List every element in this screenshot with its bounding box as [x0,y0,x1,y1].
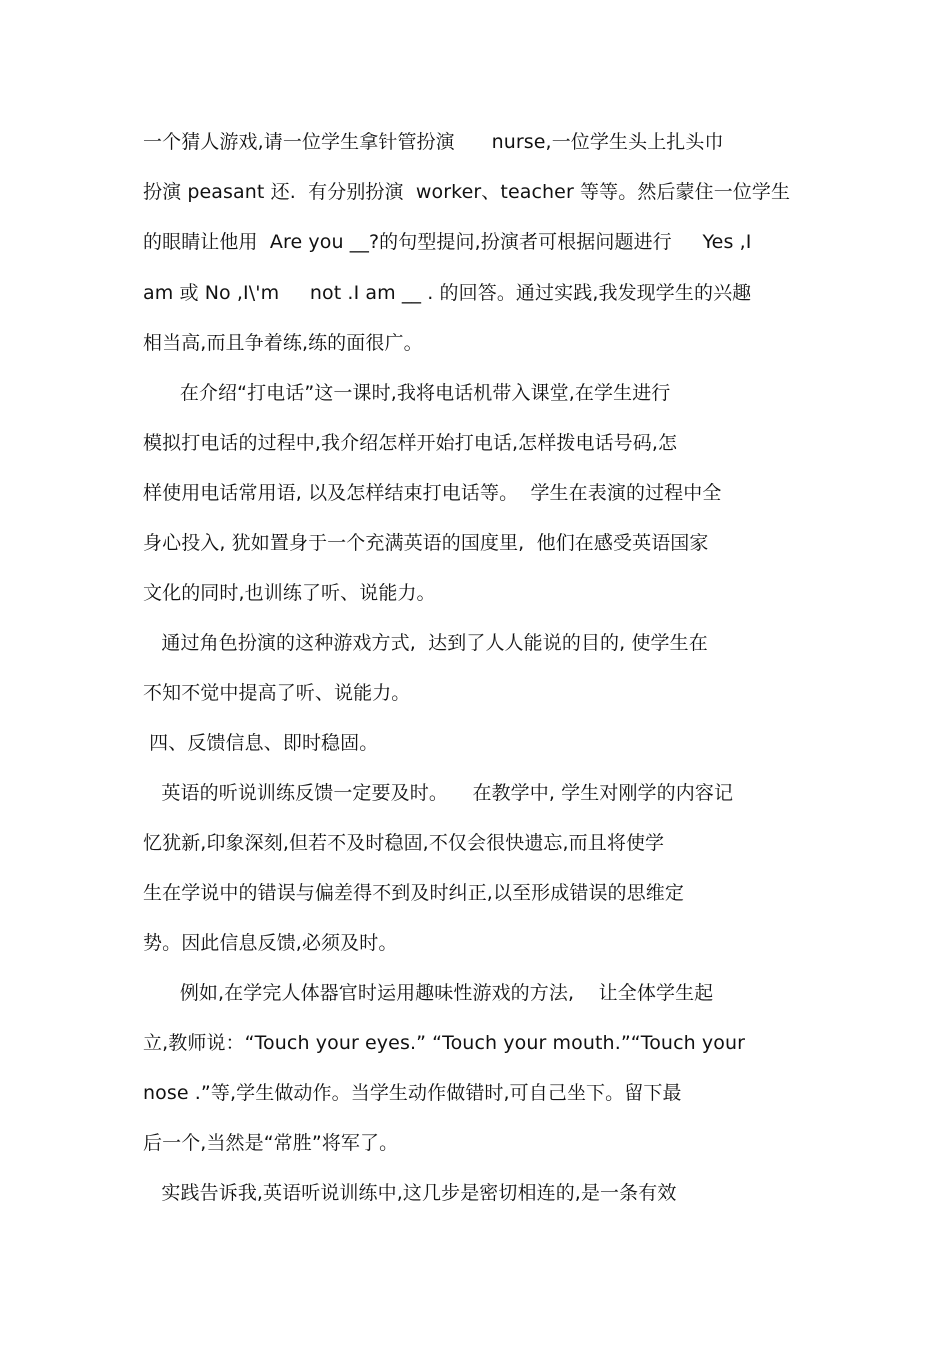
paragraph-line: 样使用电话常用语, 以及怎样结束打电话等。 学生在表演的过程中全 [143,482,722,504]
paragraph-line: nose .”等,学生做动作。当学生动作做错时,可自己坐下。留下最 [143,1082,682,1104]
paragraph-line: 相当高,而且争着练,练的面很广。 [143,332,423,354]
paragraph-line: 英语的听说训练反馈一定要及时。 在教学中, 学生对刚学的内容记 [143,782,734,804]
paragraph-line: 实践告诉我,英语听说训练中,这几步是密切相连的,是一条有效 [143,1182,677,1204]
paragraph-line: 不知不觉中提高了听、说能力。 [143,682,411,704]
paragraph-line: 忆犹新,印象深刻,但若不及时稳固,不仅会很快遗忘,而且将使学 [143,832,665,854]
paragraph-line: 势。因此信息反馈,必须及时。 [143,932,398,954]
paragraph-line: 身心投入, 犹如置身于一个充满英语的国度里, 他们在感受英语国家 [143,532,709,554]
paragraph-line: 一个猜人游戏,请一位学生拿针管扮演 nurse,一位学生头上扎头巾 [143,131,724,153]
paragraph-line: 通过角色扮演的这种游戏方式, 达到了人人能说的目的, 使学生在 [143,632,708,654]
section-heading: 四、反馈信息、即时稳固。 [143,732,379,754]
paragraph-line: am 或 No ,I\'m not .I am __ . 的回答。通过实践,我发现学生的兴趣 [143,282,752,304]
paragraph-line: 立,教师说：“Touch your eyes.” “Touch your mouth.”“Touch your [143,1032,746,1054]
paragraph-line: 的眼睛让他用 Are you __?的句型提问,扮演者可根据问题进行 Yes ,I [143,231,752,253]
paragraph-line: 模拟打电话的过程中,我介绍怎样开始打电话,怎样拨电话号码,怎 [143,432,678,454]
paragraph-line: 扮演 peasant 还. 有分别扮演 worker、teacher 等等。然后蒙住一位学生 [143,181,791,203]
paragraph-line: 在介绍“打电话”这一课时,我将电话机带入课堂,在学生进行 [143,382,671,404]
paragraph-line: 生在学说中的错误与偏差得不到及时纠正,以至形成错误的思维定 [143,882,684,904]
paragraph-line: 例如,在学完人体器官时运用趣味性游戏的方法, 让全体学生起 [143,982,714,1004]
paragraph-line: 后一个,当然是“常胜”将军了。 [143,1132,399,1154]
paragraph-line: 文化的同时,也训练了听、说能力。 [143,582,436,604]
